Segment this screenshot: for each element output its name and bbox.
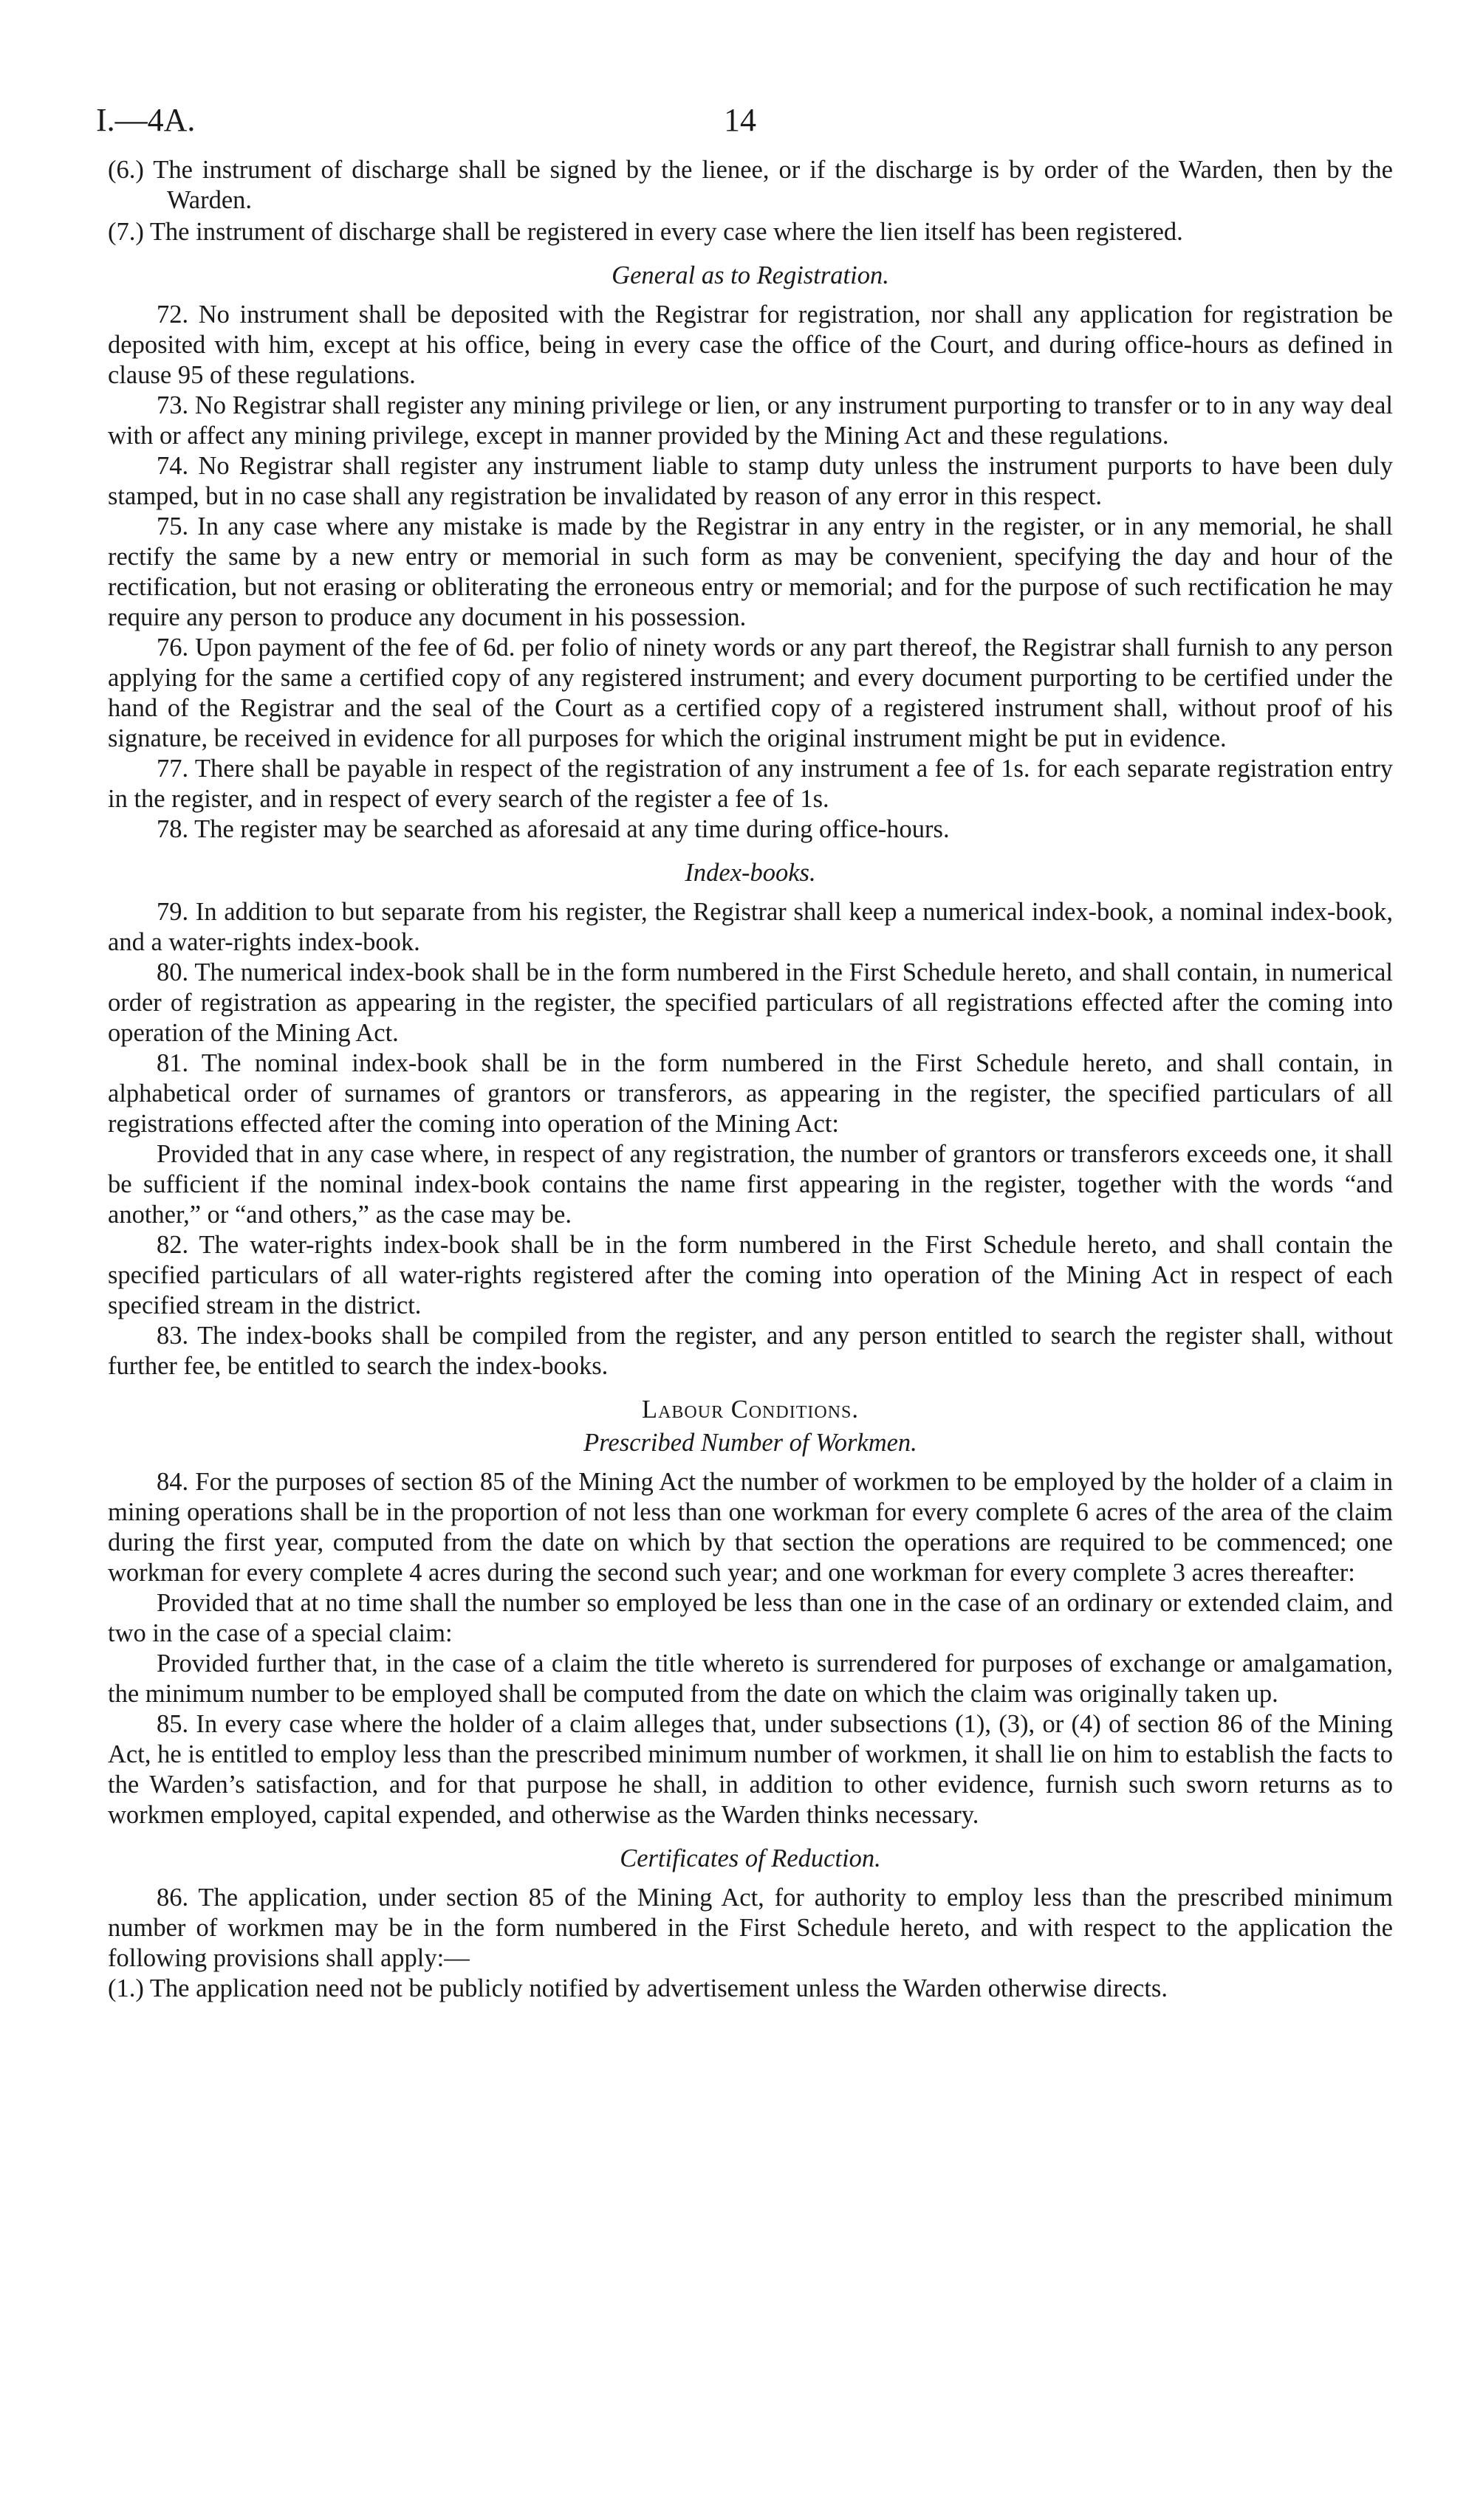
heading-labour-conditions: Labour Conditions. [642, 1395, 859, 1424]
para-74: 74. No Registrar shall register any instrument liable to stamp duty unless the instrument purports to have been duly stamped, but in no case shall any registration be invalidated by reason of any error in this respect. [108, 452, 1393, 510]
heading-registration: General as to Registration. [612, 261, 889, 289]
para-72: 72. No instrument shall be deposited with the Registrar for registration, nor shall any application for registration be deposited with him, except at his office, being in every case the office of the Court, and during office-hours as defined in clause 95 of these regulations. [108, 301, 1393, 389]
page-header [96, 96, 1393, 155]
para-84-proviso-1: Provided that at no time shall the number so employed be less than one in the case of an ordinary or extended claim, and two in the case of a special claim: [108, 1589, 1393, 1647]
para-83: 83. The index-books shall be compiled from the register, and any person entitled to search the register shall, without further fee, be entitled to search the index-books. [108, 1322, 1393, 1380]
para-79: 79. In addition to but separate from his register, the Registrar shall keep a numerical index-book, a nominal index-book, and a water-rights index-book. [108, 898, 1393, 956]
heading-index-books: Index-books. [685, 859, 816, 887]
document-page [96, 96, 1393, 2005]
para-86: 86. The application, under section 85 of the Mining Act, for authority to employ less than the prescribed minimum number of workmen may be in the form numbered in the First Schedule hereto, and with respect to the application the following provisions shall apply:— [108, 1884, 1393, 1972]
para-81-proviso: Provided that in any case where, in respect of any registration, the number of grantors or transferors exceeds one, it shall be sufficient if the nominal index-book contains the name first appearing in the register, together with the words “and another,” or “and others,” as the case may be. [108, 1140, 1393, 1229]
para-80: 80. The numerical index-book shall be in the form numbered in the First Schedule hereto, and shall contain, in numerical order of registration as appearing in the register, the specified particulars of all registrations effected after the coming into operation of the Mining Act. [108, 958, 1393, 1047]
document-reference: I.—4A. [96, 102, 196, 138]
para-84: 84. For the purposes of section 85 of the Mining Act the number of workmen to be employed by the holder of a claim in mining operations shall be in the proportion of not less than one workman for every complete 6 acres of the area of the claim during the first year, computed from the date on which by that section the operations are required to be commenced; one workman for every complete 4 acres during the second such year; and one workman for every complete 3 acres thereafter: [108, 1468, 1393, 1587]
para-78: 78. The register may be searched as aforesaid at any time during office-hours. [157, 815, 950, 843]
heading-prescribed-workmen: Prescribed Number of Workmen. [583, 1429, 917, 1457]
para-77: 77. There shall be payable in respect of the registration of any instrument a fee of 1s. for each separate registration entry in the register, and in respect of every search of the register a fee of 1s. [108, 755, 1393, 813]
para-82: 82. The water-rights index-book shall be in the form numbered in the First Schedule hereto, and shall contain the specified particulars of all water-rights registered after the coming into operation of the Mining Act in respect of each specified stream in the district. [108, 1231, 1393, 1319]
clause-7: (7.) The instrument of discharge shall be registered in every case where the lien itself has been registered. [108, 218, 1183, 246]
para-86-sub-1: (1.) The application need not be publicly notified by advertisement unless the Warden otherwise directs. [108, 1974, 1168, 2002]
para-84-proviso-2: Provided further that, in the case of a claim the title whereto is surrendered for purposes of exchange or amalgamation, the minimum number to be employed shall be computed from the date on which the claim was originally taken up. [108, 1649, 1393, 1708]
para-81: 81. The nominal index-book shall be in the form numbered in the First Schedule hereto, and shall contain, in alphabetical order of surnames of grantors or transferors, as appearing in the register, the specified particulars of all registrations effected after the coming into operation of the Mining Act: [108, 1049, 1393, 1138]
para-85: 85. In every case where the holder of a claim alleges that, under subsections (1), (3), or (4) of section 86 of the Mining Act, he is entitled to employ less than the prescribed minimum number of workmen, it shall lie on him to establish the facts to the Warden’s satisfaction, and for that purpose he shall, in addition to other evidence, furnish such sworn returns as to workmen employed, capital expended, and otherwise as the Warden thinks necessary. [108, 1710, 1393, 1829]
clause-6: (6.) The instrument of discharge shall be signed by the lienee, or if the discharge is by order of the Warden, then by the Warden. [108, 156, 1393, 214]
heading-certificates-of-reduction: Certificates of Reduction. [620, 1844, 881, 1872]
para-75: 75. In any case where any mistake is made by the Registrar in any entry in the register, or in any memorial, he shall rectify the same by a new entry or memorial in such form as may be convenient, specifying the day and hour of the rectification, but not erasing or obliterating the erroneous entry or memorial; and for the purpose of such rectification he may require any person to produce any document in his possession. [108, 512, 1393, 631]
page-number: 14 [724, 102, 756, 138]
para-73: 73. No Registrar shall register any mining privilege or lien, or any instrument purporting to transfer or to in any way deal with or affect any mining privilege, except in manner provided by the Mining Act and these regulations. [108, 391, 1393, 450]
para-76: 76. Upon payment of the fee of 6d. per folio of ninety words or any part thereof, the Registrar shall furnish to any person applying for the same a certified copy of any registered instrument; and every document purporting to be certified under the hand of the Registrar and the seal of the Court as a certified copy of a registered instrument shall, without proof of his signature, be received in evidence for all purposes for which the original instrument might be put in evidence. [108, 634, 1393, 752]
